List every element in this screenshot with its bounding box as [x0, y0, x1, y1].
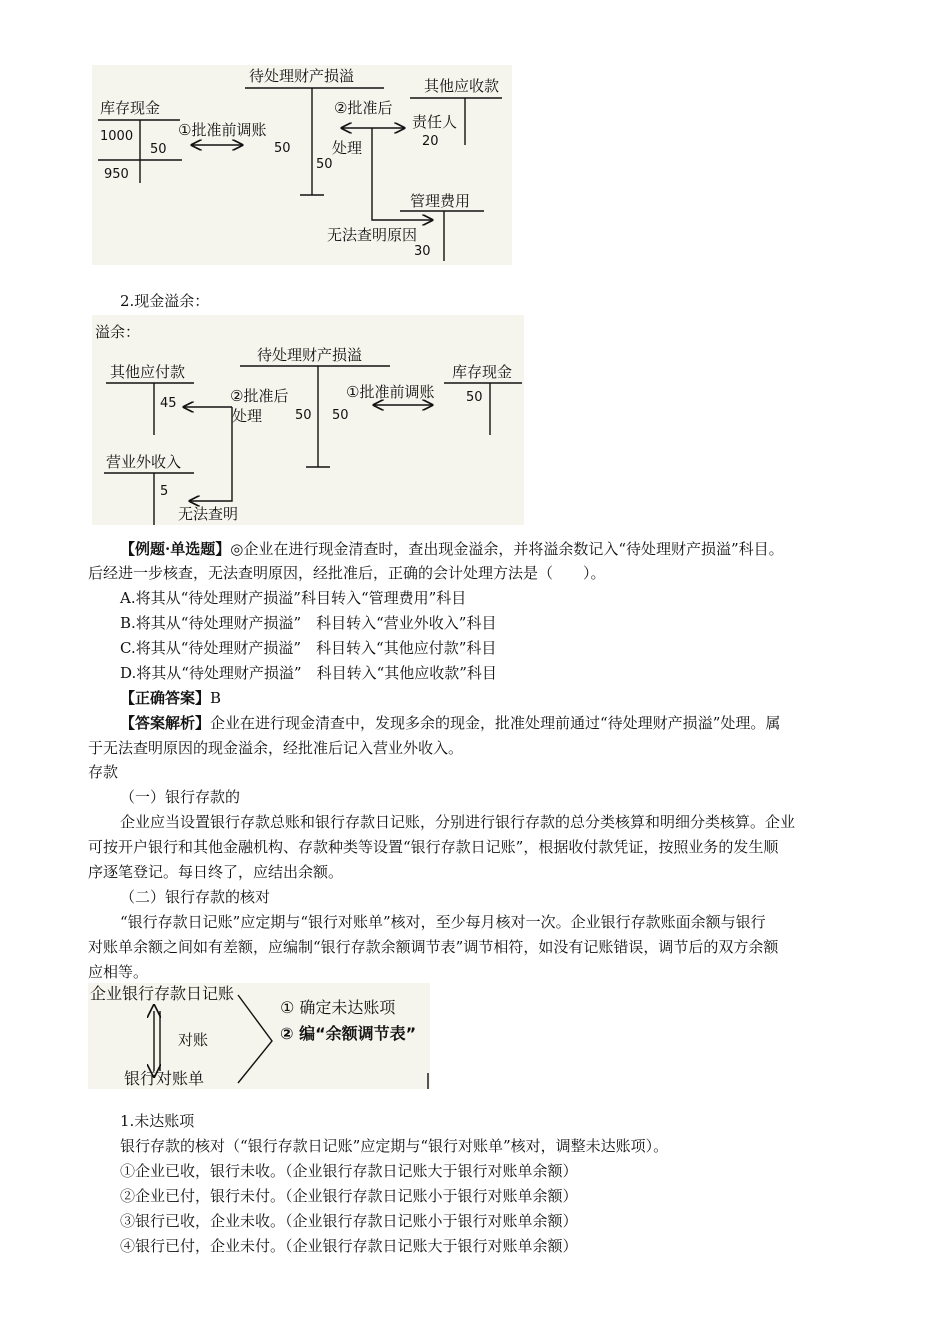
reconciliation-diagram [88, 983, 430, 1089]
responsible-person-label: 责任人 [412, 113, 458, 131]
outstanding-item-2: ②企业已付，银行未付。（企业银行存款日记账小于银行对账单余额） [120, 1187, 578, 1205]
cash-shortage-diagram [92, 65, 512, 265]
paragraph-2-line3: 应相等。 [88, 963, 149, 981]
pending-account-label: 待处理财产损溢 [249, 67, 355, 85]
reconcile-label: 对账 [178, 1031, 209, 1049]
example-tag: 【例题·单选题】 [120, 540, 231, 558]
section-cash-surplus-heading: 2.现金溢余： [120, 292, 210, 310]
paragraph-2-line2: 对账单余额之间如有差额，应编制“银行存款余额调节表”调节相符，如没有记账错误，调节后的双方余额 [88, 938, 779, 956]
option-a: A.将其从“待处理财产损溢”科目转入“管理费用”科目 [120, 589, 467, 607]
unknown-cause-label: 无法查明原因 [327, 226, 418, 244]
option-b: B.将其从“待处理财产损溢” 科目转入“营业外收入”科目 [120, 614, 497, 632]
option-d: D.将其从“待处理财产损溢” 科目转入“其他应收款”科目 [120, 664, 497, 682]
answer-analysis-line1: 【答案解析】企业在进行现金清查中，发现多余的现金，批准处理前通过“待处理财产损溢”处理。属 [120, 714, 781, 732]
outstanding-heading: 1.未达账项 [120, 1112, 195, 1130]
step1-label: ①批准前调账 [346, 383, 435, 401]
receivable-value: 20 [422, 134, 439, 149]
surplus-title: 溢余： [95, 323, 141, 341]
pending-debit-value: 50 [274, 141, 291, 156]
nonoperating-income-label: 营业外收入 [106, 453, 182, 471]
cash-account-label: 库存现金 [100, 99, 161, 117]
pending-credit-value: 50 [332, 408, 349, 423]
paragraph-2-line1: “银行存款日记账”应定期与“银行对账单”核对，至少每月核对一次。企业银行存款账面余额与银行 [120, 913, 766, 931]
pending-credit-value: 50 [316, 157, 333, 172]
step2-label: ②批准后 [230, 387, 289, 405]
other-payable-label: 其他应付款 [110, 363, 186, 381]
unknown-label: 无法查明 [178, 505, 239, 523]
mgmt-expense-value: 30 [414, 244, 431, 259]
deposit-heading: 存款 [88, 763, 119, 781]
outstanding-item-3: ③银行已收，企业未收。（企业银行存款日记账小于银行对账单余额） [120, 1212, 578, 1230]
other-receivable-label: 其他应收款 [424, 77, 500, 95]
bank-statement-label: 银行对账单 [124, 1069, 205, 1088]
payable-value: 45 [160, 396, 177, 411]
step2-label: ②批准后 [334, 99, 393, 117]
pending-account-label: 待处理财产损溢 [257, 346, 363, 364]
example-question-line2: 后经进一步核查，无法查明原因，经批准后，正确的会计处理方法是（ ）。 [88, 564, 606, 582]
cash-surplus-diagram [92, 315, 524, 525]
outstanding-intro: 银行存款的核对（“银行存款日记账”应定期与“银行对账单”核对，调整未达账项）。 [120, 1137, 669, 1155]
cash-value: 50 [466, 390, 483, 405]
paragraph-1-line1: 企业应当设置银行存款总账和银行存款日记账，分别进行银行存款的总分类核算和明细分类核算。企业 [120, 813, 796, 831]
process-label: 处理 [232, 407, 263, 425]
cash-account-label: 库存现金 [452, 363, 513, 381]
bank-journal-label: 企业银行存款日记账 [90, 984, 235, 1003]
pending-debit-value: 50 [295, 408, 312, 423]
example-question-line1: 【例题·单选题】◎企业在进行现金清查时，查出现金溢余，并将溢余数记入“待处理财产损溢”科目。 [120, 540, 784, 558]
step-prepare-reconciliation: ② 编“余额调节表” [280, 1024, 417, 1043]
cash-opening-value: 1000 [100, 129, 134, 144]
outstanding-item-1: ①企业已收，银行未收。（企业银行存款日记账大于银行对账单余额） [120, 1162, 578, 1180]
subheading-reconciliation: （二）银行存款的核对 [120, 888, 271, 906]
subheading-bank-deposit: （一）银行存款的 [120, 788, 241, 806]
process-label: 处理 [332, 139, 363, 157]
mgmt-expense-label: 管理费用 [410, 192, 471, 210]
step1-label: ①批准前调账 [178, 121, 267, 139]
nonoperating-income-value: 5 [160, 484, 169, 499]
step-identify-outstanding: ① 确定未达账项 [280, 998, 396, 1017]
cash-credit-value: 50 [150, 142, 167, 157]
paragraph-1-line2: 可按开户银行和其他金融机构、存款种类等设置“银行存款日记账”，根据收付款凭证，按照业务的发生顺 [88, 838, 779, 856]
option-c: C.将其从“待处理财产损溢” 科目转入“其他应付款”科目 [120, 639, 497, 657]
answer-analysis-line2: 于无法查明原因的现金溢余，经批准后记入营业外收入。 [88, 739, 464, 757]
outstanding-item-4: ④银行已付，企业未付。（企业银行存款日记账大于银行对账单余额） [120, 1237, 578, 1255]
cash-closing-value: 950 [104, 167, 129, 182]
correct-answer: 【正确答案】B [120, 689, 222, 707]
paragraph-1-line3: 序逐笔登记。每日终了，应结出余额。 [88, 863, 344, 881]
